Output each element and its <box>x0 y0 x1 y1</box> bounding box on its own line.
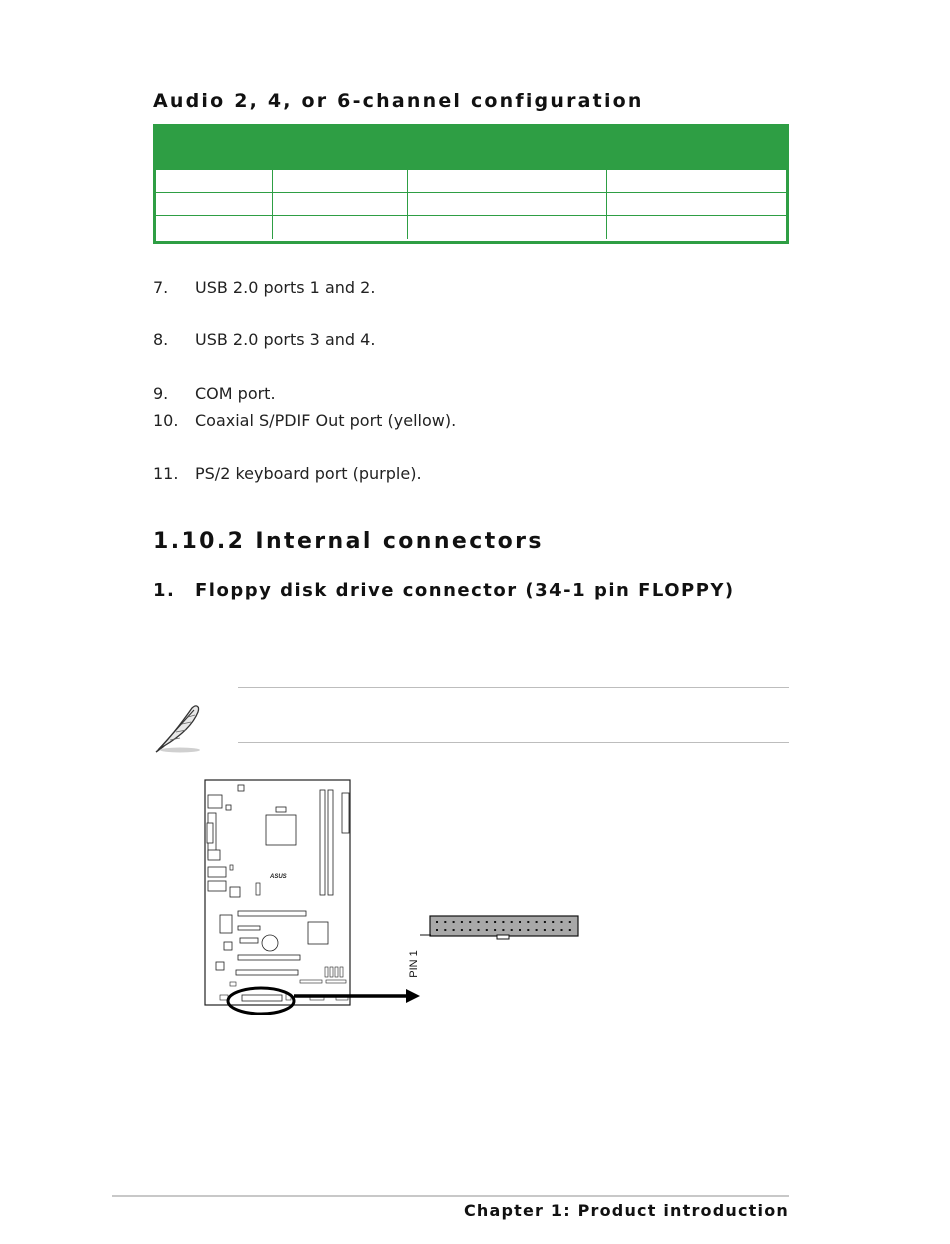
board-component <box>326 980 346 983</box>
table-cell <box>607 193 786 215</box>
board-component <box>238 926 260 930</box>
table-cell <box>156 216 273 239</box>
table-row <box>156 170 786 193</box>
table-row <box>156 216 786 239</box>
board-component <box>256 883 260 895</box>
board-component <box>340 967 343 977</box>
table-header <box>156 127 786 170</box>
board-component <box>216 962 224 970</box>
connector-number: 1. <box>153 580 176 601</box>
board-component <box>224 942 232 950</box>
audio-configuration-table <box>153 124 789 244</box>
list-item-text: COM port. <box>195 384 276 403</box>
list-item-number: 8. <box>153 330 169 349</box>
table-cell <box>408 216 607 239</box>
board-component <box>208 867 226 877</box>
table-cell <box>408 193 607 215</box>
table-cell <box>273 170 408 192</box>
footer-rule <box>112 1195 789 1197</box>
floppy-connector-heading <box>153 580 735 601</box>
list-item-number: 7. <box>153 278 169 297</box>
internal-connectors-heading: 1.10.2 Internal connectors <box>153 529 544 554</box>
feather-pen-icon <box>150 700 208 754</box>
floppy-connector-header <box>430 916 578 936</box>
battery <box>262 935 278 951</box>
list-item-text: PS/2 keyboard port (purple). <box>195 464 422 483</box>
table-cell <box>156 193 273 215</box>
board-component <box>330 967 333 977</box>
list-item-usb-1-2 <box>153 278 375 297</box>
section-title: Audio 2, 4, or 6-channel configuration <box>153 90 644 112</box>
ide-connector <box>342 793 349 833</box>
board-component <box>240 938 258 943</box>
board-component <box>230 982 236 986</box>
pcie-slot <box>238 911 306 916</box>
board-component <box>300 980 322 983</box>
table-cell <box>607 170 786 192</box>
list-item-text: USB 2.0 ports 1 and 2. <box>195 278 376 297</box>
list-item-usb-3-4 <box>153 330 375 349</box>
board-component <box>208 881 226 891</box>
board-component <box>230 887 240 897</box>
board-component <box>208 850 220 860</box>
floppy-connector-diagram <box>190 775 590 1015</box>
footer-chapter-title: Chapter 1: Product introduction <box>463 1201 789 1220</box>
table-cell <box>156 170 273 192</box>
pin-1-label: PIN 1 <box>407 950 420 978</box>
board-component <box>226 805 231 810</box>
note-top-rule <box>238 687 789 688</box>
board-component <box>238 785 244 791</box>
cpu-socket <box>266 815 296 845</box>
connector-title: Floppy disk drive connector (34-1 pin FLOPPY) <box>195 580 735 601</box>
table-cell <box>273 216 408 239</box>
table-row <box>156 193 786 216</box>
table-cell <box>607 216 786 239</box>
list-item-number: 10. <box>153 411 179 430</box>
list-item-number: 9. <box>153 384 169 403</box>
board-component <box>220 915 232 933</box>
board-component <box>276 807 286 812</box>
floppy-header-on-board <box>242 995 282 1001</box>
list-item-text: USB 2.0 ports 3 and 4. <box>195 330 376 349</box>
dimm-slot <box>320 790 325 895</box>
list-item-ps2-keyboard <box>153 464 422 483</box>
table-cell <box>273 193 408 215</box>
list-item-com-port <box>153 384 276 403</box>
note-bottom-rule <box>238 742 789 743</box>
list-item-number: 11. <box>153 464 179 483</box>
list-item-text: Coaxial S/PDIF Out port (yellow). <box>195 411 457 430</box>
chipset <box>308 922 328 944</box>
pointer-arrow-head <box>406 989 420 1003</box>
board-logo: ASUS <box>270 874 287 880</box>
connector-key-notch <box>497 935 509 939</box>
board-component <box>207 823 213 843</box>
board-component <box>230 865 233 870</box>
list-item-spdif <box>153 411 456 430</box>
board-component <box>208 795 222 808</box>
board-component <box>325 967 328 977</box>
pci-slot <box>236 970 298 975</box>
board-component <box>335 967 338 977</box>
dimm-slot <box>328 790 333 895</box>
table-cell <box>408 170 607 192</box>
pci-slot <box>238 955 300 960</box>
